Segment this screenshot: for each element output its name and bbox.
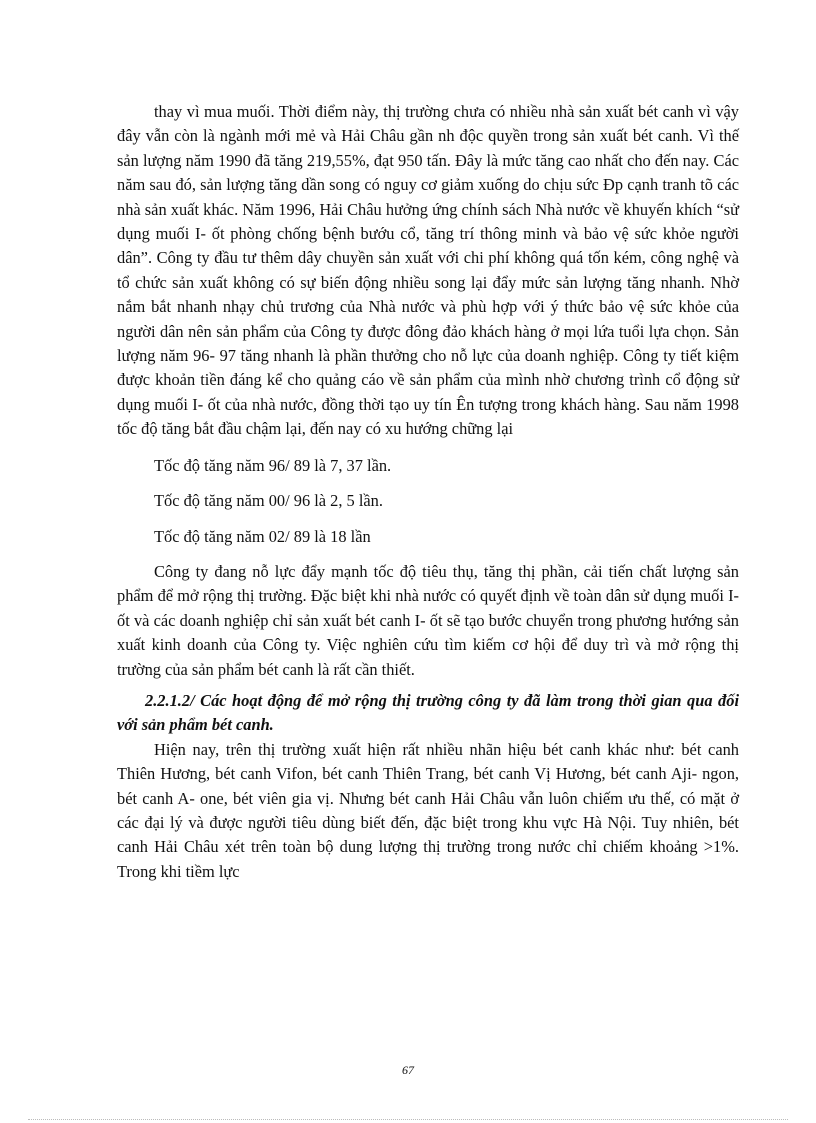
document-page: [117, 100, 739, 884]
growth-rate-02-89: Tốc độ tăng năm 02/ 89 là 18 lần: [154, 526, 371, 546]
page-number: 67: [402, 1063, 414, 1077]
bottom-divider: [28, 1119, 788, 1120]
paragraph-market-expansion: Công ty đang nỗ lực đẩy mạnh tốc độ tiêu thụ, tăng thị phần, cải tiến chất lượng sản phẩm để mở rộng thị trường. Đặc biệt khi nhà nước có quyết định về toàn dân sử dụng muối I- ốt và các doanh nghiệp chỉ sản xuất bét canh I- ốt sẽ tạo bước chuyển trong phương hướng sản xuất kinh doanh của Công ty. Việc nghiên cứu tìm kiếm cơ hội để duy trì và mở rộng thị trường của sản phẩm bét canh là rất cần thiết.: [117, 561, 739, 679]
paragraph-competitors: Hiện nay, trên thị trường xuất hiện rất nhiều nhãn hiệu bét canh khác như: bét canh Thiên Hương, bét canh Vifon, bét canh Thiên Trang, bét canh Vị Hương, bét canh Aji- ngon, bét canh A- one, bét viên gia vị. Nhưng bét canh Hải Châu vẫn luôn chiếm ưu thế, có mặt ở các đại lý và được người tiêu dùng biết đến, đặc biệt trong khu vực Hà Nội. Tuy nhiên, bét canh Hải Châu xét trên toàn bộ dung lượng thị trường trong nước chỉ chiếm khoảng >1%. Trong khi tiềm lực: [117, 739, 739, 881]
section-heading: 2.2.1.2/ Các hoạt động để mở rộng thị trường công ty đã làm trong thời gian qua đối với sản phẩm bét canh.: [117, 690, 739, 735]
growth-rate-00-96: Tốc độ tăng năm 00/ 96 là 2, 5 lần.: [154, 491, 383, 511]
paragraph-production-history: thay vì mua muối. Thời điểm này, thị trường chưa có nhiều nhà sản xuất bét canh vì vậy đây vẫn còn là ngành mới mẻ và Hải Châu gần nh độc quyền trong sản xuất bét canh. Vì thế sản lượng năm 1990 đã tăng 219,55%, đạt 950 tấn. Đây là mức tăng cao nhất cho đến nay. Các năm sau đó, sản lượng tăng dần song có nguy cơ giảm xuống do chịu sức Ðp cạnh tranh tõ các nhà sản xuất khác. Năm 1996, Hải Châu hưởng ứng chính sách Nhà nước về khuyến khích “sử dụng muối I- ốt phòng chống bệnh bướu cổ, tăng trí thông minh và bảo vệ sức khỏe người dân”. Công ty đầu tư thêm dây chuyền sản xuất với chi phí không quá tốn kém, công nghệ và tổ chức sản xuất không có sự biến động nhiều song lại đẩy mức sản lượng tăng nhanh. Nhờ nắm bắt nhanh nhạy chủ trương của Nhà nước và phù hợp với ý thức bảo vệ sức khỏe của người dân nên sản phẩm của Công ty được đông đảo khách hàng ở mọi lứa tuổi lựa chọn. Sản lượng năm 96- 97 tăng nhanh là phần thưởng cho nỗ lực của doanh nghiệp. Công ty tiết kiệm được khoản tiền đáng kể cho quảng cáo về sản phẩm của mình nhờ chương trình cổ động sử dụng muối I- ốt của nhà nước, đồng thời tạo uy tín Ên tượng trong khách hàng. Sau năm 1998 tốc độ tăng bắt đầu chậm lại, đến nay có xu hướng chững lại: [117, 102, 739, 439]
growth-rate-96-89: Tốc độ tăng năm 96/ 89 là 7, 37 lần.: [154, 455, 392, 475]
